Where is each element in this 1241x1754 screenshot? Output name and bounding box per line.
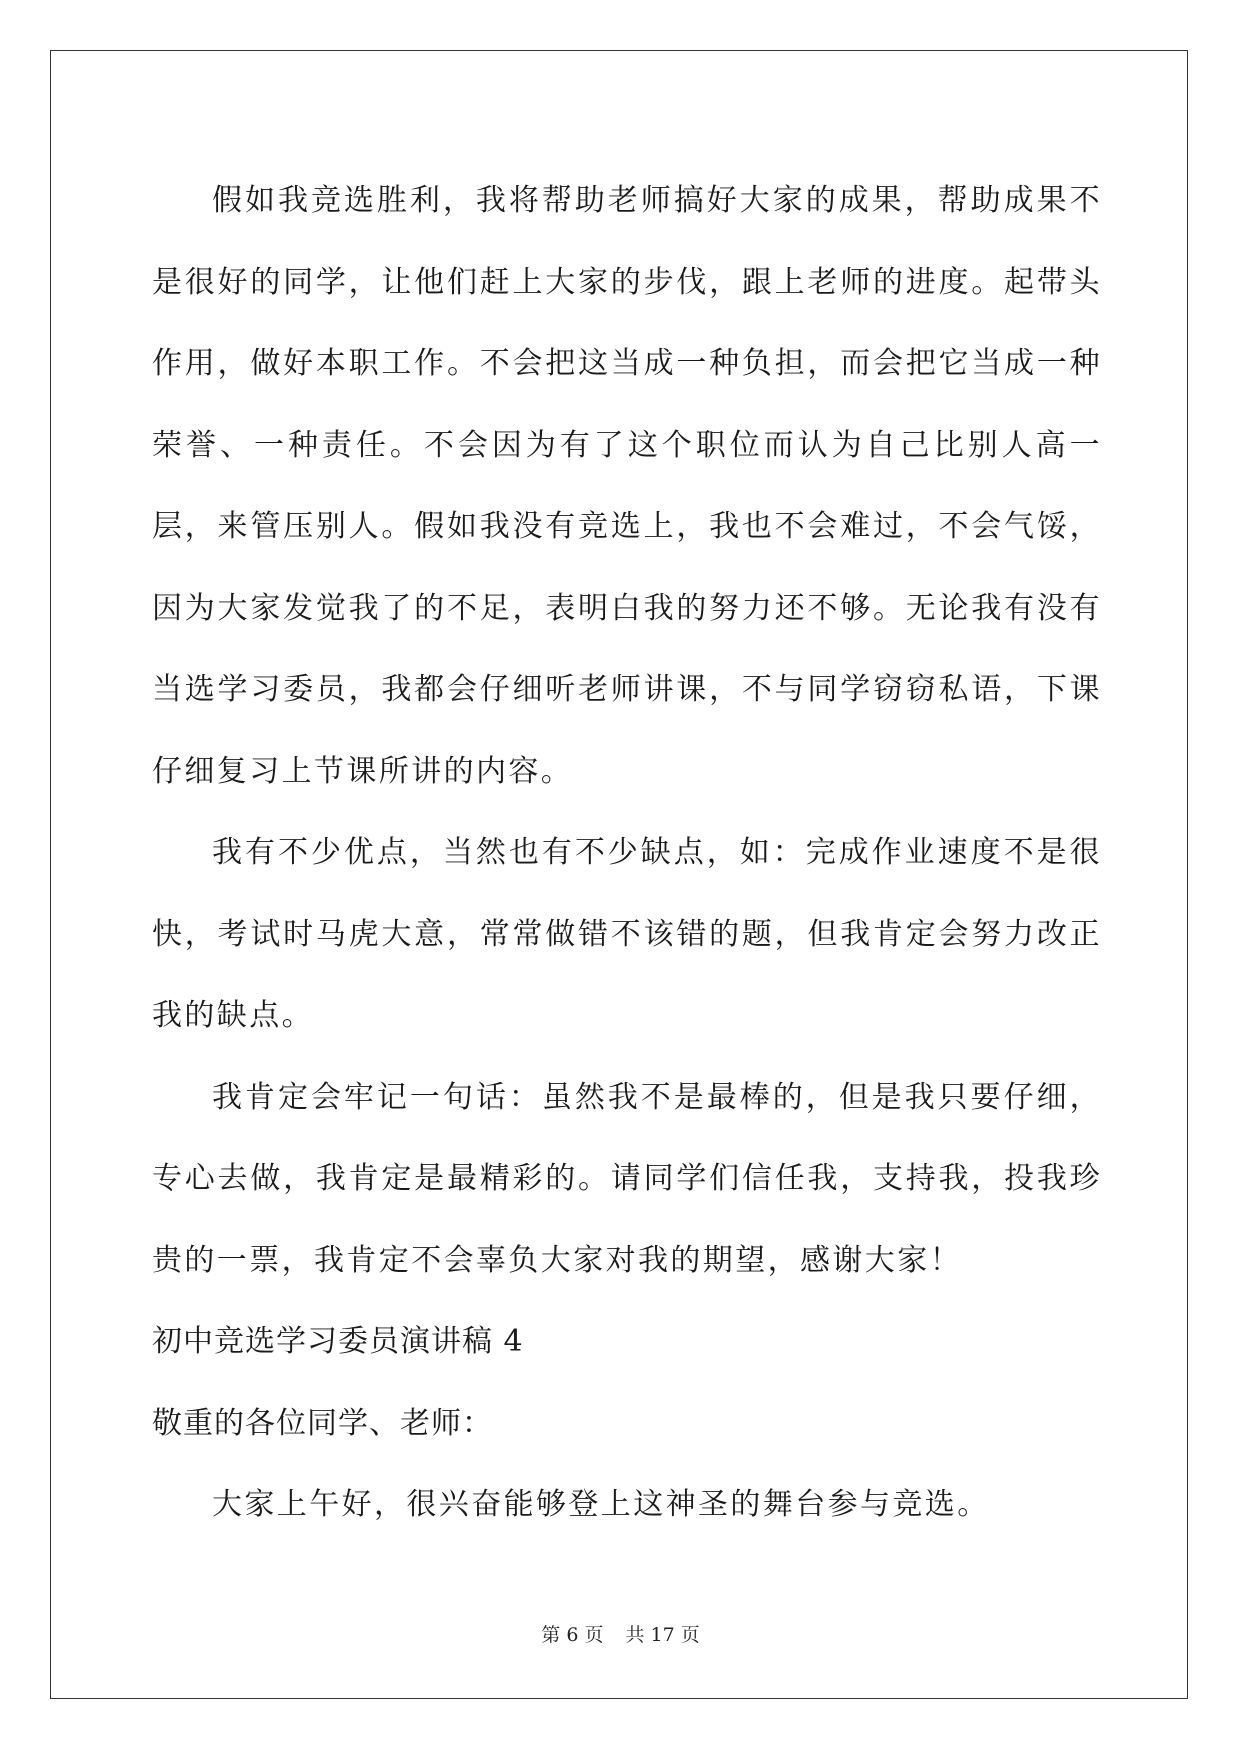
section-title: 初中竞选学习委员演讲稿 4 (152, 1324, 524, 1359)
page-footer (0, 1622, 1241, 1648)
page-total: 共 17 页 (625, 1624, 700, 1646)
document-body (152, 160, 1102, 1546)
paragraph: 我有不少优点，当然也有不少缺点，如：完成作业速度不是很快，考试时马虎大意，常常做错不该错的题，但我肯定会努力改正我的缺点。 (152, 835, 1102, 1033)
page-number: 第 6 页 (541, 1624, 604, 1646)
greeting: 敬重的各位同学、老师： (152, 1405, 493, 1441)
paragraph: 我肯定会牢记一句话：虽然我不是最棒的，但是我只要仔细，专心去做，我肯定是最精彩的。请同学们信任我，支持我，投我珍贵的一票，我肯定不会辜负大家对我的期望，感谢大家！ (152, 1079, 1102, 1278)
opening-paragraph: 大家上午好，很兴奋能够登上这神圣的舞台参与竞选。 (212, 1487, 990, 1522)
paragraph: 假如我竞选胜利，我将帮助老师搞好大家的成果，帮助成果不是很好的同学，让他们赶上大家的步伐，跟上老师的进度。起带头作用，做好本职工作。不会把这当成一种负担，而会把它当成一种荣誉、一种责任。不会因为有了这个职位而认为自己比别人高一层，来管压别人。假如我没有竞选上，我也不会难过，不会气馁，因为大家发觉我了的不足，表明白我的努力还不够。无论我有没有当选学习委员，我都会仔细听老师讲课，不与同学窃窃私语，下课仔细复习上节课所讲的内容。 (152, 183, 1102, 789)
